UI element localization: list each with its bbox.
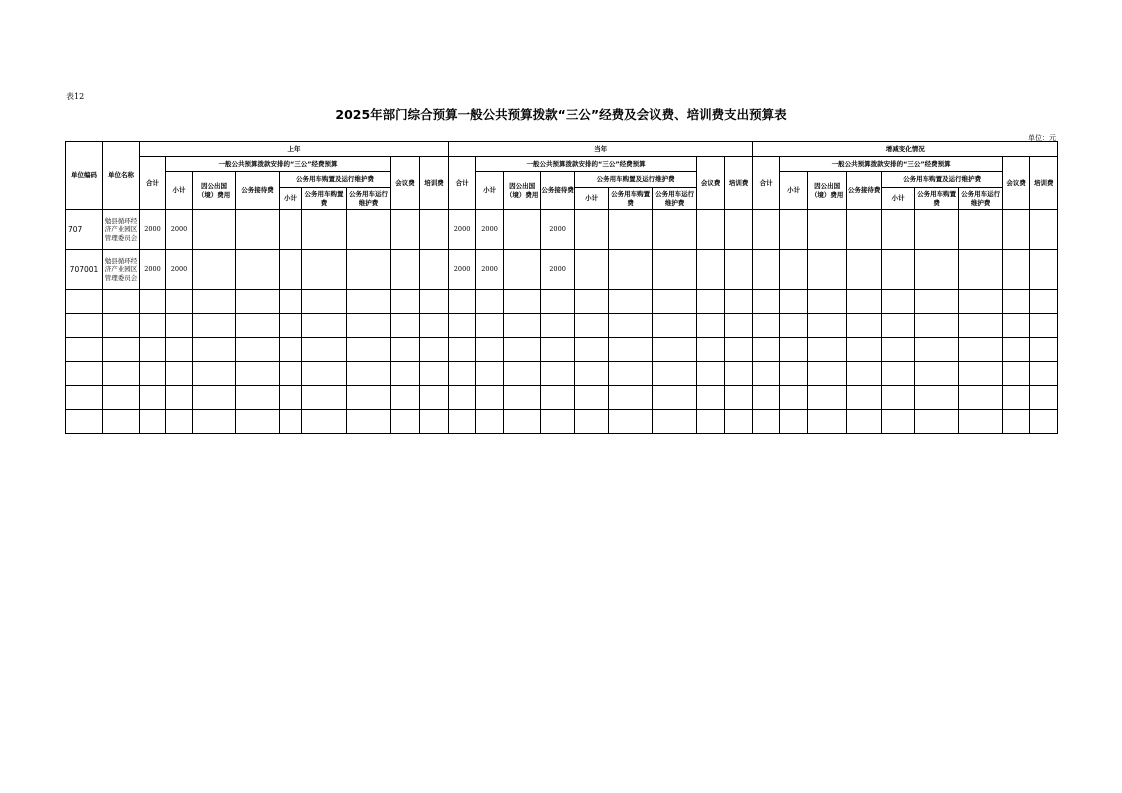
cell-empty <box>302 290 347 314</box>
cell-empty <box>1030 290 1058 314</box>
cell-empty <box>476 362 504 386</box>
cell-empty <box>575 410 609 434</box>
cell-empty <box>697 210 725 250</box>
cell-empty <box>193 290 236 314</box>
cell-empty <box>280 210 302 250</box>
cell-empty <box>103 386 140 410</box>
cell-empty <box>753 338 780 362</box>
cell-empty <box>1003 362 1030 386</box>
cell-empty <box>808 338 847 362</box>
cell-empty <box>575 290 609 314</box>
cell-cur-total: 2000 <box>449 250 476 290</box>
cell-empty <box>697 362 725 386</box>
cell-empty <box>959 290 1003 314</box>
page-title: 2025年部门综合预算一般公共预算拨款“三公”经费及会议费、培训费支出预算表 <box>335 107 787 122</box>
cell-empty <box>347 338 391 362</box>
cell-empty <box>653 338 697 362</box>
cell-empty <box>347 250 391 290</box>
cell-empty <box>575 362 609 386</box>
cell-cur-reception: 2000 <box>541 250 575 290</box>
cell-empty <box>653 290 697 314</box>
cell-empty <box>1003 338 1030 362</box>
cell-empty <box>280 386 302 410</box>
cell-empty <box>1030 314 1058 338</box>
cell-empty <box>882 314 915 338</box>
cell-empty <box>847 250 882 290</box>
cell-empty <box>420 410 449 434</box>
header-subtotal: 小计 <box>780 172 808 210</box>
cell-empty <box>236 410 280 434</box>
cell-empty <box>236 290 280 314</box>
cell-empty <box>575 314 609 338</box>
cell-empty <box>236 338 280 362</box>
header-reception: 公务接待费 <box>847 172 882 210</box>
cell-empty <box>725 210 753 250</box>
cell-empty <box>476 314 504 338</box>
cell-empty <box>780 210 808 250</box>
cell-empty <box>882 290 915 314</box>
cell-empty <box>1030 410 1058 434</box>
table-row-empty <box>66 290 1058 314</box>
cell-empty <box>504 386 541 410</box>
cell-empty <box>725 314 753 338</box>
table-row-empty <box>66 314 1058 338</box>
cell-empty <box>449 410 476 434</box>
header-vehicle-subtotal: 小计 <box>575 188 609 210</box>
cell-empty <box>103 290 140 314</box>
cell-prev-subtotal: 2000 <box>166 250 193 290</box>
cell-empty <box>140 314 166 338</box>
cell-empty <box>653 250 697 290</box>
header-vehicle-group: 公务用车购置及运行维护费 <box>280 172 391 188</box>
cell-empty <box>697 250 725 290</box>
header-row-2 <box>66 157 1058 172</box>
table-row-empty <box>66 410 1058 434</box>
cell-empty <box>753 210 780 250</box>
cell-empty <box>66 386 103 410</box>
cell-empty <box>847 338 882 362</box>
cell-empty <box>476 410 504 434</box>
cell-empty <box>808 410 847 434</box>
cell-empty <box>140 362 166 386</box>
cell-empty <box>347 386 391 410</box>
cell-empty <box>476 386 504 410</box>
cell-empty <box>280 290 302 314</box>
cell-empty <box>653 210 697 250</box>
cell-empty <box>575 210 609 250</box>
header-vehicle-purchase: 公务用车购置费 <box>609 188 653 210</box>
header-vehicle-group: 公务用车购置及运行维护费 <box>575 172 697 188</box>
cell-empty <box>541 290 575 314</box>
cell-empty <box>347 410 391 434</box>
cell-empty <box>808 210 847 250</box>
cell-empty <box>653 362 697 386</box>
cell-empty <box>103 362 140 386</box>
cell-empty <box>915 290 959 314</box>
cell-empty <box>808 314 847 338</box>
cell-empty <box>420 314 449 338</box>
cell-empty <box>166 362 193 386</box>
cell-empty <box>1030 250 1058 290</box>
cell-empty <box>882 386 915 410</box>
cell-empty <box>166 410 193 434</box>
cell-empty <box>391 290 420 314</box>
cell-empty <box>420 386 449 410</box>
cell-empty <box>302 386 347 410</box>
cell-empty <box>609 210 653 250</box>
cell-empty <box>504 250 541 290</box>
header-meeting: 会议费 <box>1003 157 1030 210</box>
header-vehicle-subtotal: 小计 <box>882 188 915 210</box>
cell-empty <box>449 362 476 386</box>
cell-empty <box>66 338 103 362</box>
header-row-3 <box>66 172 1058 188</box>
cell-empty <box>504 410 541 434</box>
cell-empty <box>347 210 391 250</box>
cell-empty <box>1003 250 1030 290</box>
cell-empty <box>302 338 347 362</box>
cell-empty <box>697 386 725 410</box>
cell-empty <box>166 338 193 362</box>
cell-empty <box>302 362 347 386</box>
cell-empty <box>193 386 236 410</box>
header-meeting: 会议费 <box>697 157 725 210</box>
header-vehicle-purchase: 公务用车购置费 <box>302 188 347 210</box>
cell-empty <box>780 338 808 362</box>
cell-empty <box>504 290 541 314</box>
cell-empty <box>1030 210 1058 250</box>
cell-empty <box>193 338 236 362</box>
cell-empty <box>915 314 959 338</box>
cell-empty <box>780 290 808 314</box>
header-abroad: 因公出国（境）费用 <box>504 172 541 210</box>
cell-empty <box>959 314 1003 338</box>
cell-empty <box>959 250 1003 290</box>
cell-empty <box>420 362 449 386</box>
cell-empty <box>609 314 653 338</box>
header-reception: 公务接待费 <box>236 172 280 210</box>
table-row-empty <box>66 362 1058 386</box>
cell-cur-total: 2000 <box>449 210 476 250</box>
cell-empty <box>193 250 236 290</box>
header-group-current-year: 当年 <box>449 142 753 157</box>
cell-empty <box>193 210 236 250</box>
cell-empty <box>166 314 193 338</box>
header-row-1 <box>66 142 1058 157</box>
cell-empty <box>280 250 302 290</box>
cell-empty <box>847 362 882 386</box>
cell-empty <box>609 410 653 434</box>
cell-empty <box>609 250 653 290</box>
cell-empty <box>347 362 391 386</box>
cell-empty <box>420 338 449 362</box>
cell-empty <box>697 290 725 314</box>
cell-empty <box>66 362 103 386</box>
cell-empty <box>66 410 103 434</box>
cell-empty <box>1003 314 1030 338</box>
cell-empty <box>391 362 420 386</box>
cell-empty <box>915 338 959 362</box>
cell-empty <box>959 410 1003 434</box>
header-vehicle-subtotal: 小计 <box>280 188 302 210</box>
header-abroad: 因公出国（境）费用 <box>808 172 847 210</box>
cell-empty <box>697 314 725 338</box>
header-subtotal: 小计 <box>476 172 504 210</box>
cell-empty <box>959 210 1003 250</box>
cell-empty <box>847 290 882 314</box>
cell-empty <box>725 410 753 434</box>
header-training: 培训费 <box>1030 157 1058 210</box>
header-meeting: 会议费 <box>391 157 420 210</box>
cell-empty <box>103 410 140 434</box>
cell-empty <box>236 314 280 338</box>
cell-empty <box>780 314 808 338</box>
unit-label: 单位：元 <box>1028 134 1056 142</box>
header-subtotal: 小计 <box>166 172 193 210</box>
cell-empty <box>808 250 847 290</box>
cell-empty <box>140 290 166 314</box>
header-three-public: 一般公共预算拨款安排的“三公”经费预算 <box>166 157 391 172</box>
header-three-public: 一般公共预算拨款安排的“三公”经费预算 <box>780 157 1003 172</box>
cell-empty <box>280 314 302 338</box>
cell-empty <box>541 314 575 338</box>
cell-unit-code: 707001 <box>66 250 103 290</box>
cell-empty <box>882 210 915 250</box>
cell-empty <box>1003 386 1030 410</box>
cell-unit-name: 勉县循环经济产业园区管理委员会 <box>103 250 140 290</box>
cell-empty <box>391 410 420 434</box>
header-total: 合计 <box>753 157 780 210</box>
cell-empty <box>302 250 347 290</box>
header-unit-name: 单位名称 <box>103 142 140 210</box>
cell-empty <box>1030 362 1058 386</box>
cell-empty <box>449 386 476 410</box>
header-group-change: 增减变化情况 <box>753 142 1058 157</box>
cell-empty <box>280 338 302 362</box>
cell-empty <box>808 290 847 314</box>
cell-empty <box>391 314 420 338</box>
cell-empty <box>302 410 347 434</box>
cell-empty <box>780 250 808 290</box>
cell-empty <box>302 314 347 338</box>
cell-empty <box>575 338 609 362</box>
header-training: 培训费 <box>725 157 753 210</box>
cell-empty <box>959 338 1003 362</box>
header-abroad: 因公出国（境）费用 <box>193 172 236 210</box>
cell-prev-reception <box>236 250 280 290</box>
cell-empty <box>808 362 847 386</box>
cell-empty <box>449 338 476 362</box>
cell-empty <box>449 290 476 314</box>
cell-empty <box>1030 386 1058 410</box>
table-row <box>66 250 1058 290</box>
cell-empty <box>753 362 780 386</box>
header-total: 合计 <box>449 157 476 210</box>
cell-empty <box>753 250 780 290</box>
cell-empty <box>504 338 541 362</box>
cell-empty <box>575 250 609 290</box>
cell-empty <box>753 314 780 338</box>
header-vehicle-group: 公务用车购置及运行维护费 <box>882 172 1003 188</box>
cell-empty <box>1030 338 1058 362</box>
cell-cur-subtotal: 2000 <box>476 210 504 250</box>
cell-empty <box>808 386 847 410</box>
cell-empty <box>103 338 140 362</box>
cell-empty <box>915 386 959 410</box>
cell-empty <box>420 210 449 250</box>
cell-empty <box>653 386 697 410</box>
cell-empty <box>166 290 193 314</box>
cell-empty <box>236 362 280 386</box>
cell-empty <box>1003 210 1030 250</box>
cell-empty <box>780 386 808 410</box>
cell-empty <box>347 314 391 338</box>
cell-empty <box>420 290 449 314</box>
cell-empty <box>847 314 882 338</box>
cell-empty <box>915 250 959 290</box>
header-vehicle-maintenance: 公务用车运行维护费 <box>347 188 391 210</box>
cell-empty <box>66 290 103 314</box>
cell-empty <box>725 250 753 290</box>
cell-empty <box>753 290 780 314</box>
cell-empty <box>725 338 753 362</box>
cell-prev-subtotal: 2000 <box>166 210 193 250</box>
cell-empty <box>882 362 915 386</box>
cell-empty <box>915 362 959 386</box>
cell-empty <box>725 362 753 386</box>
cell-empty <box>504 362 541 386</box>
cell-empty <box>847 410 882 434</box>
cell-empty <box>1003 290 1030 314</box>
cell-empty <box>193 362 236 386</box>
cell-empty <box>391 338 420 362</box>
cell-empty <box>103 314 140 338</box>
header-unit-code: 单位编码 <box>66 142 103 210</box>
cell-empty <box>541 362 575 386</box>
cell-empty <box>847 386 882 410</box>
header-vehicle-maintenance: 公务用车运行维护费 <box>959 188 1003 210</box>
cell-unit-code: 707 <box>66 210 103 250</box>
cell-cur-subtotal: 2000 <box>476 250 504 290</box>
cell-empty <box>391 250 420 290</box>
header-vehicle-purchase: 公务用车购置费 <box>915 188 959 210</box>
cell-empty <box>697 338 725 362</box>
cell-empty <box>609 362 653 386</box>
cell-empty <box>449 314 476 338</box>
header-vehicle-maintenance: 公务用车运行维护费 <box>653 188 697 210</box>
cell-empty <box>1003 410 1030 434</box>
cell-empty <box>541 338 575 362</box>
cell-empty <box>915 210 959 250</box>
cell-empty <box>697 410 725 434</box>
header-three-public: 一般公共预算拨款安排的“三公”经费预算 <box>476 157 697 172</box>
cell-unit-name: 勉县循环经济产业园区管理委员会 <box>103 210 140 250</box>
cell-empty <box>193 410 236 434</box>
cell-prev-reception <box>236 210 280 250</box>
cell-empty <box>609 386 653 410</box>
cell-empty <box>780 362 808 386</box>
cell-empty <box>476 338 504 362</box>
cell-empty <box>140 386 166 410</box>
cell-empty <box>653 410 697 434</box>
cell-empty <box>753 386 780 410</box>
cell-empty <box>166 386 193 410</box>
cell-empty <box>609 290 653 314</box>
cell-empty <box>609 338 653 362</box>
cell-empty <box>476 290 504 314</box>
cell-empty <box>140 338 166 362</box>
cell-empty <box>780 410 808 434</box>
cell-empty <box>725 386 753 410</box>
cell-empty <box>575 386 609 410</box>
cell-empty <box>541 410 575 434</box>
cell-empty <box>420 250 449 290</box>
cell-prev-total: 2000 <box>140 210 166 250</box>
cell-empty <box>236 386 280 410</box>
cell-empty <box>959 386 1003 410</box>
cell-cur-reception: 2000 <box>541 210 575 250</box>
header-reception: 公务接待费 <box>541 172 575 210</box>
cell-empty <box>847 210 882 250</box>
cell-empty <box>882 410 915 434</box>
budget-table <box>65 141 1058 434</box>
cell-empty <box>391 386 420 410</box>
cell-empty <box>959 362 1003 386</box>
cell-empty <box>140 410 166 434</box>
cell-empty <box>915 410 959 434</box>
cell-empty <box>725 290 753 314</box>
table-row-empty <box>66 386 1058 410</box>
cell-empty <box>653 314 697 338</box>
cell-empty <box>66 314 103 338</box>
cell-empty <box>302 210 347 250</box>
cell-empty <box>391 210 420 250</box>
header-group-prev-year: 上年 <box>140 142 449 157</box>
cell-empty <box>193 314 236 338</box>
cell-empty <box>882 338 915 362</box>
cell-empty <box>753 410 780 434</box>
table-number: 表12 <box>66 92 85 101</box>
cell-empty <box>347 290 391 314</box>
cell-empty <box>882 250 915 290</box>
cell-empty <box>280 362 302 386</box>
cell-empty <box>504 314 541 338</box>
header-training: 培训费 <box>420 157 449 210</box>
table-row-empty <box>66 338 1058 362</box>
cell-empty <box>541 386 575 410</box>
cell-prev-total: 2000 <box>140 250 166 290</box>
cell-empty <box>280 410 302 434</box>
header-total: 合计 <box>140 157 166 210</box>
cell-empty <box>504 210 541 250</box>
table-row <box>66 210 1058 250</box>
